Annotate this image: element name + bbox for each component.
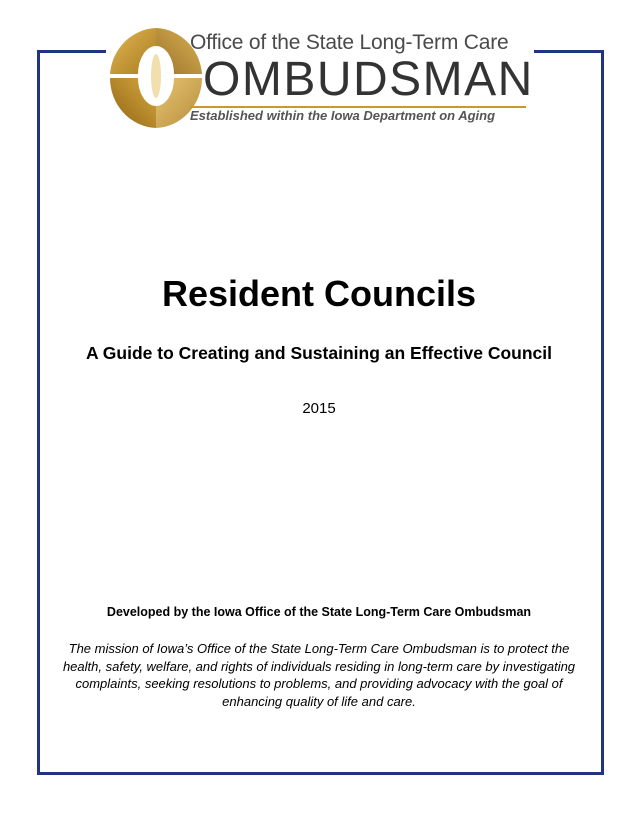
logo-tagline: Established within the Iowa Department on Aging: [190, 108, 496, 123]
document-subtitle: A Guide to Creating and Sustaining an Effective Council: [85, 343, 553, 363]
logo-ombudsman-text: OMBUDSMAN: [203, 53, 534, 106]
mission-statement: The mission of Iowa’s Office of the State Long-Term Care Ombudsman is to protect the health, safety, welfare, and rights of individuals residing in long-term care by investigating complaints, seeking resolutions to problems, and providing advocacy with the goal of enhancing quality of life and care.: [62, 641, 576, 709]
ombudsman-logo: [106, 20, 534, 132]
logo-office-text: Office of the State Long-Term Care: [190, 31, 509, 54]
document-title: Resident Councils: [161, 273, 477, 314]
document-year: 2015: [302, 400, 336, 417]
developed-by-text: Developed by the Iowa Office of the State Long-Term Care Ombudsman: [106, 605, 532, 619]
